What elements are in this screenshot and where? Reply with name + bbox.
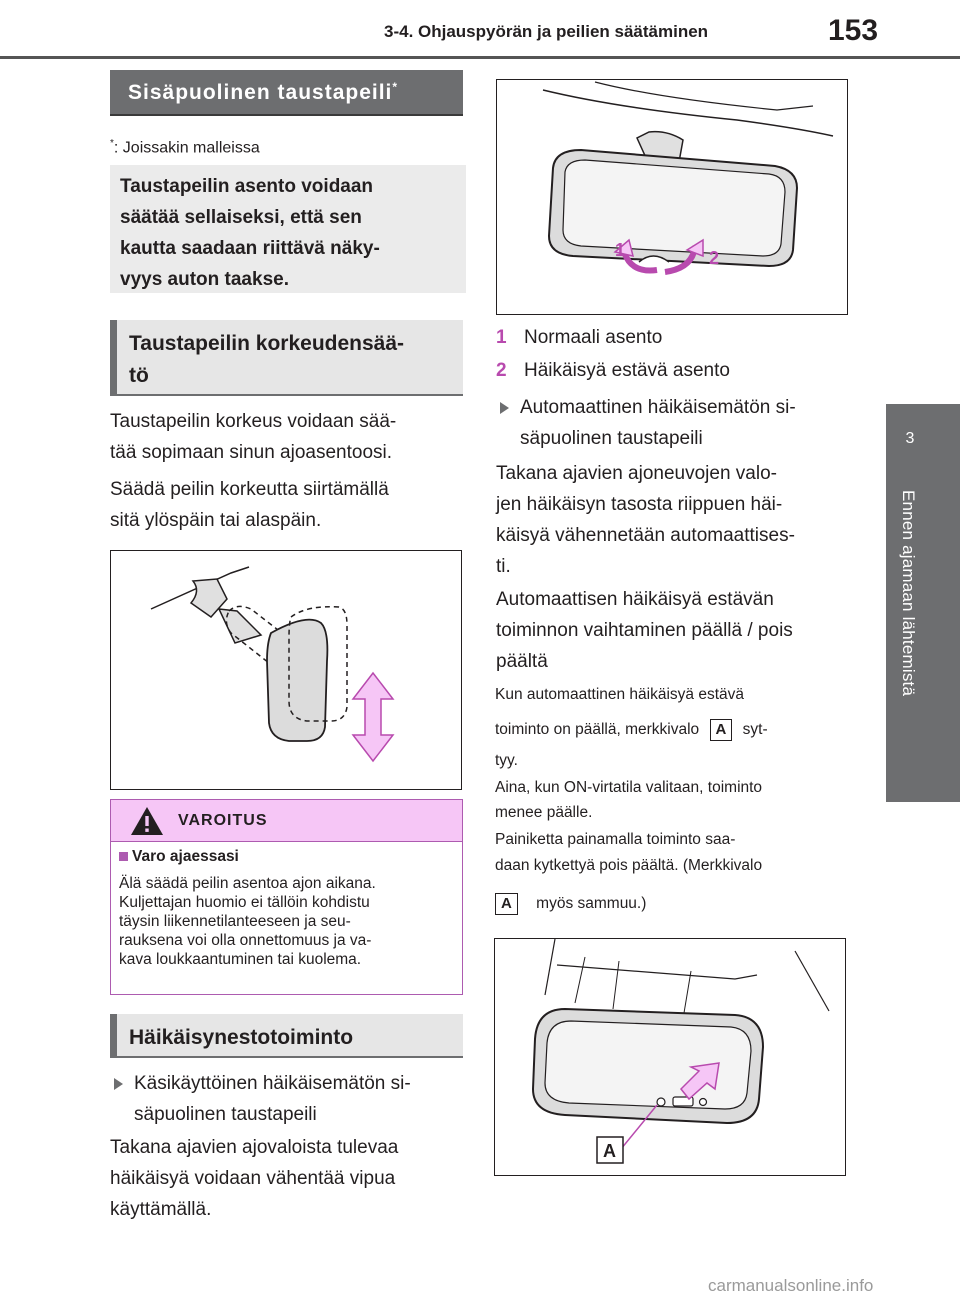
text-line: käisyä vähennetään automaattises-	[496, 525, 795, 546]
auto-anti-glare-figure	[494, 938, 846, 1176]
header-divider	[0, 56, 960, 59]
anti-glare-lever-figure	[496, 79, 848, 315]
text-line: Taustapeilin korkeus voidaan sää-	[110, 411, 397, 432]
text-line: päältä	[496, 651, 548, 672]
rear-sensor-icon	[700, 1099, 707, 1106]
position-label-1: 1	[615, 240, 626, 260]
mirror-glass	[545, 1021, 751, 1109]
frame-line	[545, 939, 555, 995]
mirror-glass	[563, 160, 785, 256]
banner-footnote-mark: *	[392, 80, 399, 94]
numbered-item-1	[496, 322, 662, 353]
height-paragraph-1	[110, 406, 396, 468]
warning-line: täysin liikennetilanteeseen ja seu-	[119, 913, 351, 930]
text-line: toiminnon vaihtaminen päällä / pois	[496, 620, 793, 641]
section-banner	[110, 70, 463, 116]
small-text-line: Painiketta painamalla toiminto saa-	[495, 831, 736, 848]
text-line: tää sopimaan sinun ajoasentoosi.	[110, 442, 393, 463]
small-text-line	[495, 893, 646, 915]
indicator-a-label: A	[710, 719, 733, 741]
small-text-fragment: toiminto on päällä, merkkivalo	[495, 721, 700, 738]
numbered-item-2	[496, 355, 730, 386]
heading-line: Taustapeilin korkeudensää-	[129, 332, 405, 355]
small-text-fragment: myös sammuu.)	[536, 895, 647, 912]
small-text-line: daan kytkettyä pois päältä. (Merkkivalo	[495, 857, 763, 874]
bullet-line: säpuolinen taustapeili	[520, 428, 703, 449]
callout-a-label: A	[603, 1141, 616, 1161]
heading-line: Häikäisynestotoiminto	[129, 1026, 354, 1049]
page-number: 153	[828, 14, 879, 47]
text-line: käyttämällä.	[110, 1199, 212, 1220]
small-text-line: Aina, kun ON-virtatila valitaan, toiminto	[495, 779, 763, 796]
mirror-body	[267, 620, 327, 741]
footnote	[110, 138, 260, 157]
headliner-line	[557, 965, 757, 979]
item-text: Häikäisyä estävä asento	[524, 360, 730, 381]
warning-box	[110, 799, 463, 995]
warning-triangle-icon	[129, 804, 165, 838]
height-adjust-heading	[110, 320, 463, 396]
bullet-line: Käsikäyttöinen häikäisemätön si-	[134, 1073, 411, 1094]
warning-subtitle-text: Varo ajaessasi	[132, 848, 239, 865]
up-down-arrow	[353, 673, 393, 761]
warning-line: Älä säädä peilin asentoa ajon aikana.	[119, 875, 376, 892]
footnote-mark: *	[110, 138, 114, 149]
small-text-line: tyy.	[495, 752, 518, 769]
small-text-line: Kun automaattinen häikäisyä estävä	[495, 686, 745, 703]
manual-paragraph	[110, 1132, 398, 1225]
frame-line	[795, 951, 829, 1011]
warning-line: rauksena voi olla onnettomuus ja va-	[119, 932, 372, 949]
height-paragraph-2	[110, 474, 389, 536]
warning-title: VAROITUS	[178, 812, 268, 829]
item-text: Normaali asento	[524, 327, 663, 348]
frame-line	[613, 961, 619, 1009]
warning-subtitle	[119, 848, 239, 866]
auto-mirror-bullet	[496, 392, 796, 454]
warning-text	[119, 874, 459, 969]
bullet-line: säpuolinen taustapeili	[134, 1104, 317, 1125]
bullet-line: Automaattinen häikäisemätön si-	[520, 397, 796, 418]
text-line: sitä ylöspäin tai alaspäin.	[110, 510, 322, 531]
text-line: ti.	[496, 556, 511, 577]
indicator-a-label: A	[495, 893, 518, 915]
bullet-triangle-icon	[114, 1078, 123, 1090]
intro-line: säätää sellaiseksi, että sen	[120, 207, 362, 228]
switch-paragraph	[496, 584, 793, 677]
heading-line: tö	[129, 364, 149, 387]
text-line: Säädä peilin korkeutta siirtämällä	[110, 479, 389, 500]
bullet-triangle-icon	[500, 402, 509, 414]
text-line: Takana ajavien ajovaloista tulevaa	[110, 1137, 399, 1158]
intro-box	[110, 165, 466, 293]
warning-line: Kuljettajan huomio ei tällöin kohdistu	[119, 894, 370, 911]
headliner-line	[543, 90, 833, 136]
text-line: jen häikäisyn tasosta riippuen häi-	[496, 494, 783, 515]
chapter-number: 3	[905, 430, 915, 447]
text-line: häikäisyä voidaan vähentää vipua	[110, 1168, 396, 1189]
position-label-2: 2	[709, 248, 720, 268]
light-sensor-icon	[657, 1098, 665, 1106]
warning-line: kava loukkaantuminen tai kuolema.	[119, 951, 362, 968]
item-number: 1	[496, 327, 507, 348]
frame-line	[683, 971, 691, 1019]
text-line: Automaattisen häikäisyä estävän	[496, 589, 774, 610]
anti-glare-heading	[110, 1014, 463, 1058]
intro-line: kautta saadaan riittävä näky-	[120, 238, 380, 259]
intro-line: vyys auton taakse.	[120, 269, 289, 290]
auto-paragraph	[496, 458, 795, 582]
banner-title: Sisäpuolinen taustapeili	[128, 81, 393, 104]
text-line: Takana ajavien ajoneuvojen valo-	[496, 463, 777, 484]
frame-line	[575, 957, 585, 1003]
watermark: carmanualsonline.info	[708, 1276, 874, 1295]
small-text-line: menee päälle.	[495, 804, 593, 821]
mirror-height-figure	[110, 550, 462, 790]
warning-header	[111, 800, 462, 842]
section-title: 3-4. Ohjauspyörän ja peilien säätäminen	[384, 22, 709, 41]
square-bullet-icon	[119, 852, 128, 861]
manual-mirror-bullet	[110, 1068, 411, 1130]
intro-line: Taustapeilin asento voidaan	[120, 176, 374, 197]
item-number: 2	[496, 360, 507, 381]
mirror-stem	[219, 609, 261, 643]
small-text-line	[495, 719, 768, 741]
chapter-title: Ennen ajamaan lähtemistä	[899, 490, 918, 697]
small-text-fragment: syt-	[742, 721, 768, 738]
footnote-text: : Joissakin malleissa	[113, 139, 260, 157]
